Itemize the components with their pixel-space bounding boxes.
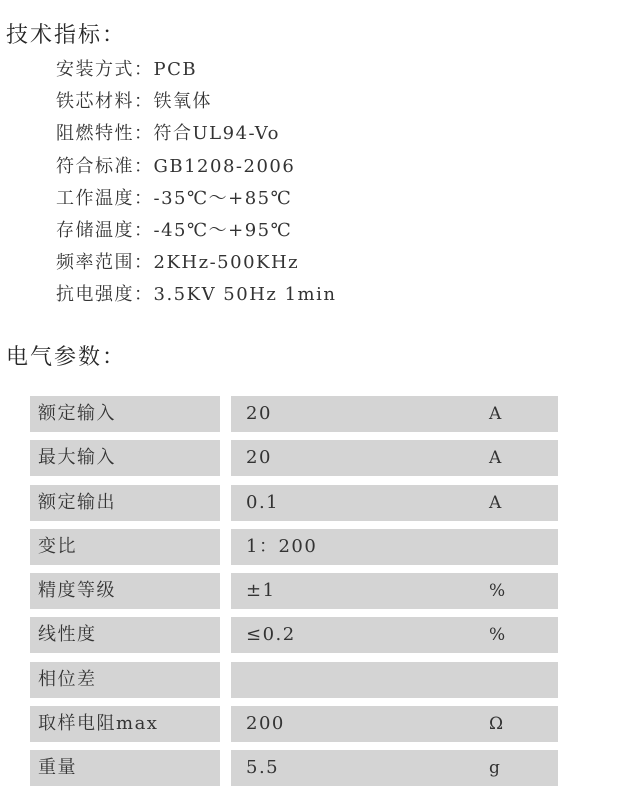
param-value [231, 662, 558, 698]
spec-mounting: 安装方式：PCB [56, 59, 198, 80]
param-unit: % [489, 625, 506, 646]
spec-dielectric-strength: 抗电强度：3.5KV 50Hz 1min [56, 284, 337, 306]
param-value: ±1 [231, 573, 558, 609]
param-value: 200 [231, 706, 558, 742]
param-label: 取样电阻max [30, 706, 220, 742]
param-unit: A [489, 492, 502, 513]
param-unit: A [489, 404, 502, 424]
param-label: 额定输入 [30, 396, 220, 432]
spec-frequency-range: 频率范围：2KHz-500KHz [56, 252, 300, 274]
param-label: 变比 [30, 529, 220, 565]
spec-core-material: 铁芯材料：铁氧体 [56, 91, 212, 113]
param-label: 重量 [30, 750, 220, 786]
tech-specs-list [56, 56, 336, 314]
spec-standard: 符合标准：GB1208-2006 [56, 155, 296, 177]
param-label: 最大输入 [30, 440, 220, 476]
param-value: ≤0.2 [231, 617, 558, 653]
param-value: 20 [231, 396, 558, 432]
param-value: 5.5 [231, 750, 558, 786]
spec-storage-temp: 存储温度：-45℃～+95℃ [56, 219, 293, 241]
param-unit: Ω [489, 714, 504, 735]
param-label: 额定输出 [30, 485, 220, 521]
param-unit: % [489, 581, 506, 602]
param-label: 精度等级 [30, 573, 220, 609]
param-value: 0.1 [231, 485, 558, 521]
param-label: 线性度 [30, 617, 220, 653]
spec-flame-retardant: 阻燃特性：符合UL94-Vo [56, 123, 280, 145]
param-label: 相位差 [30, 662, 220, 698]
spec-operating-temp: 工作温度：-35℃～+85℃ [56, 187, 293, 209]
param-value: 20 [231, 440, 558, 476]
electrical-params-heading: 电气参数： [6, 345, 127, 370]
param-value: 1：200 [231, 529, 558, 565]
tech-specs-heading: 技术指标： [6, 23, 127, 48]
param-unit: A [489, 448, 502, 469]
param-unit: g [489, 758, 500, 779]
